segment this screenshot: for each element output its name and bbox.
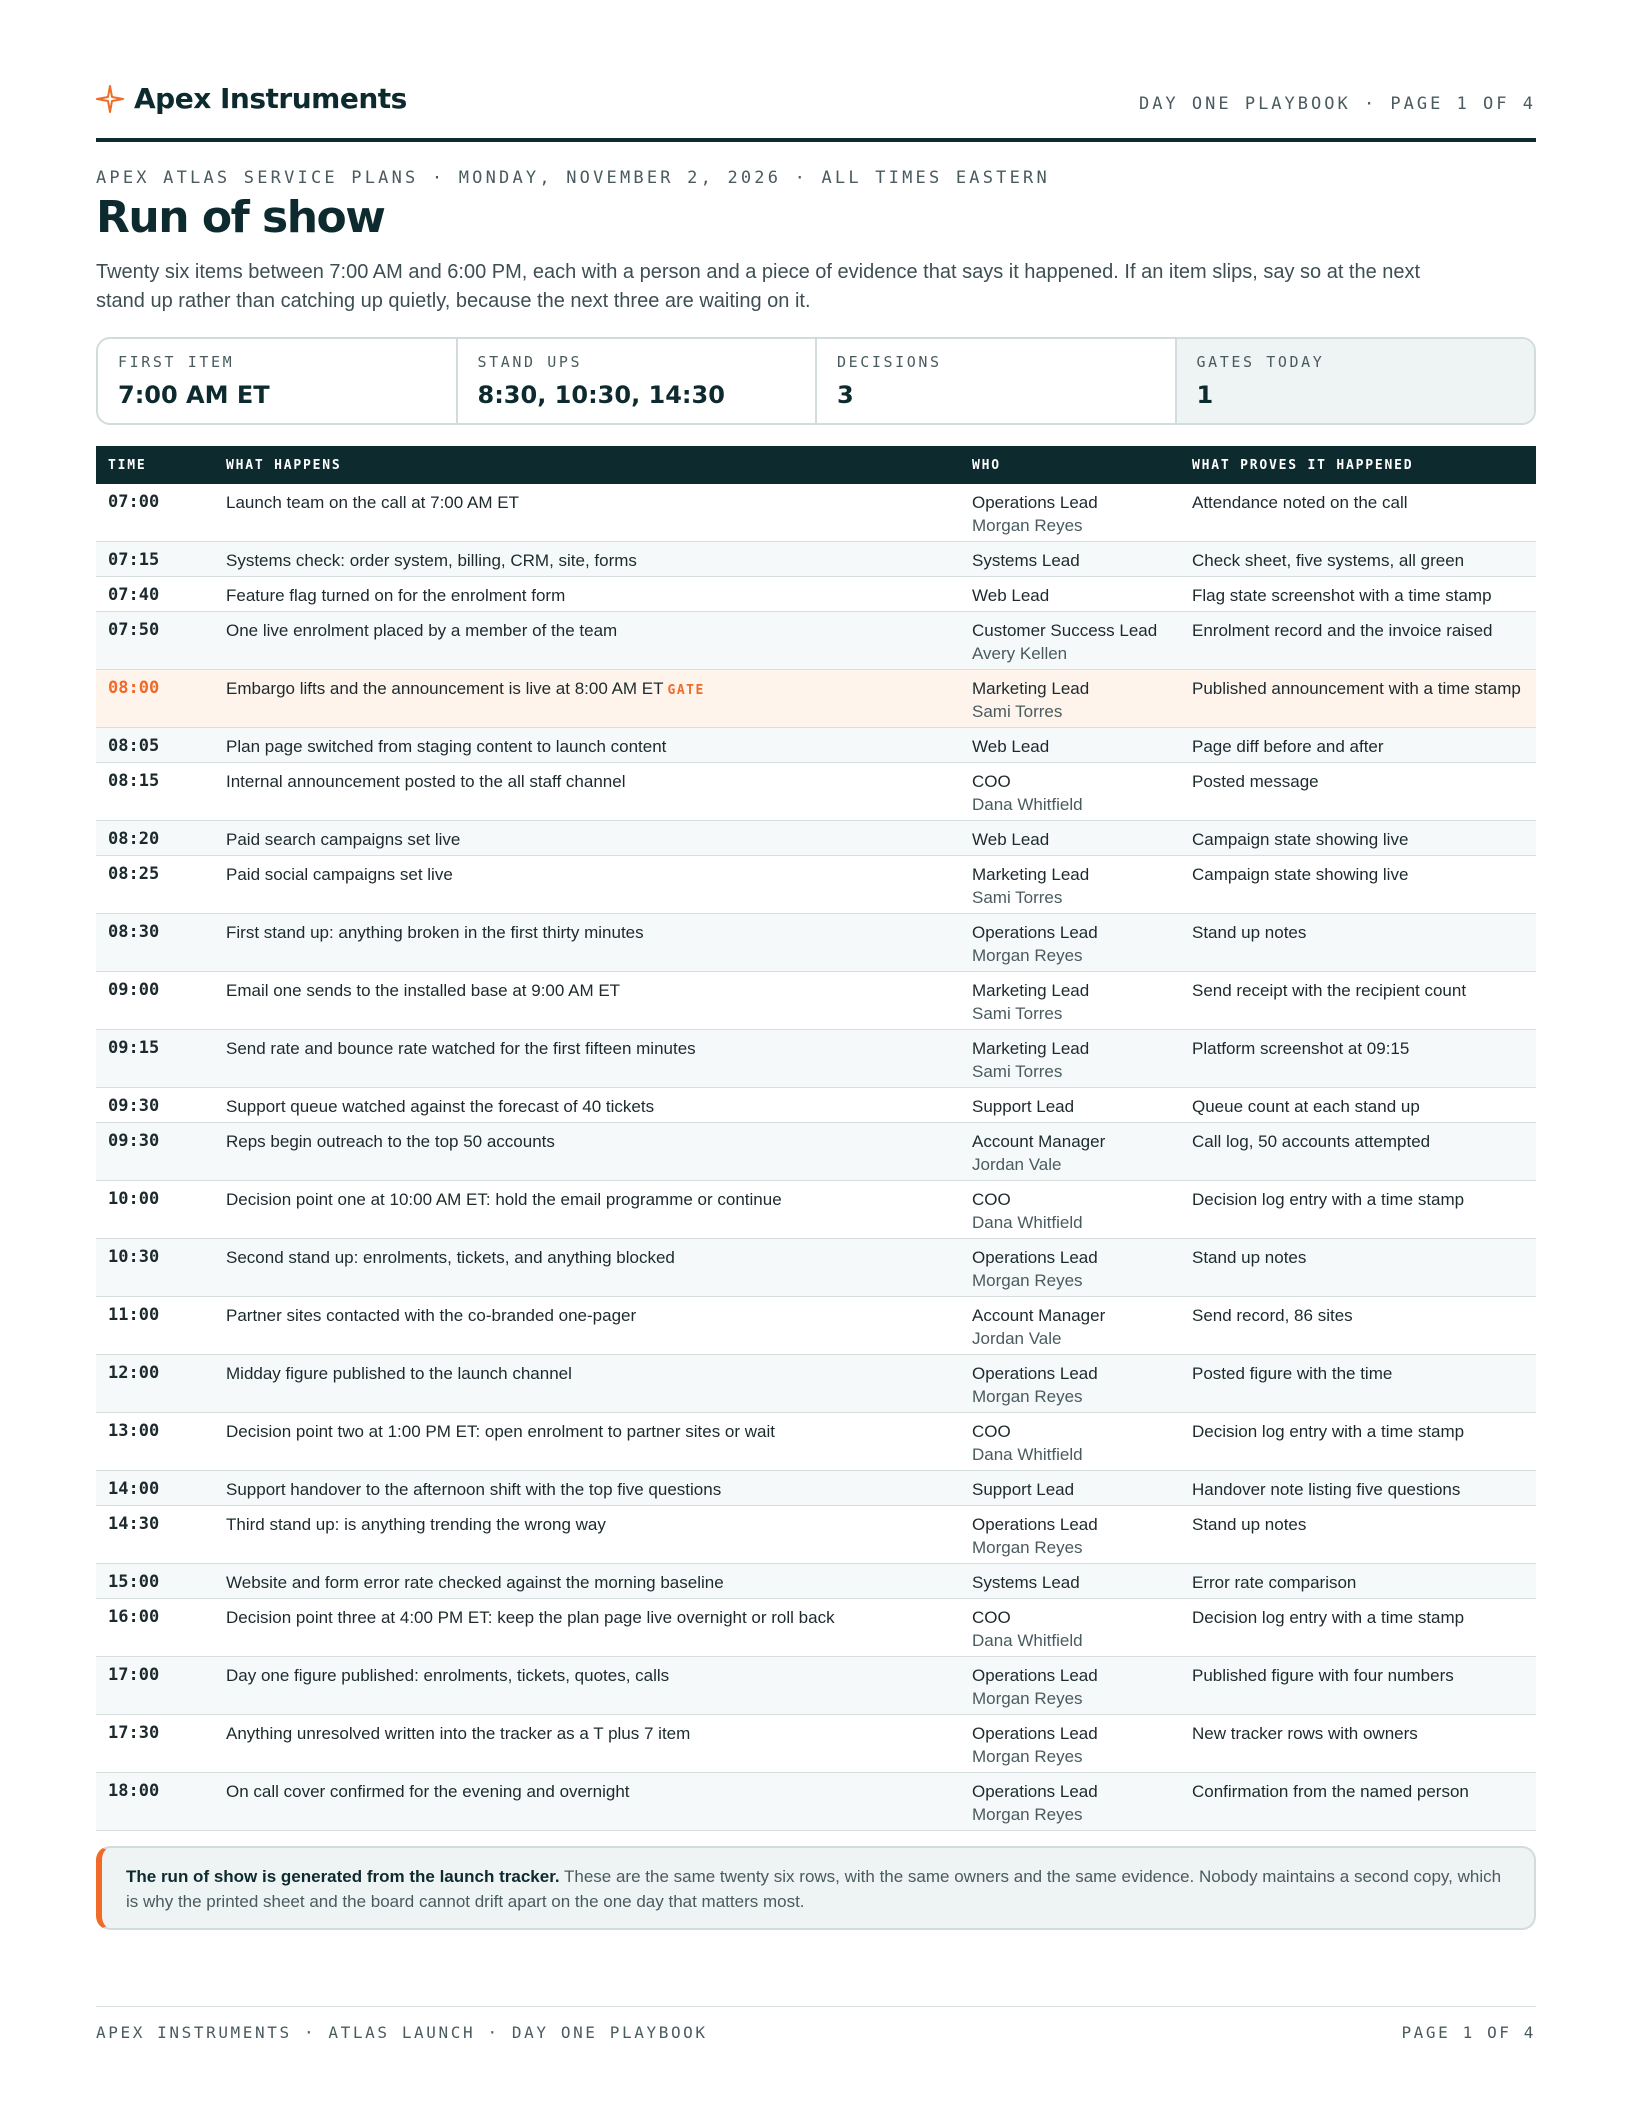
table-row [96, 1471, 1536, 1506]
row-time: 16:00 [96, 1599, 214, 1657]
row-who-role: Marketing Lead [972, 865, 1090, 884]
stat-value: 8:30, 10:30, 14:30 [477, 381, 725, 409]
row-proof: Campaign state showing live [1180, 856, 1536, 914]
row-proof: Decision log entry with a time stamp [1180, 1599, 1536, 1657]
row-proof: Attendance noted on the call [1180, 484, 1536, 542]
row-time: 17:00 [96, 1657, 214, 1715]
row-what [214, 1297, 960, 1355]
table-row [96, 856, 1536, 914]
row-what [214, 612, 960, 670]
row-who-role: Web Lead [972, 737, 1050, 756]
row-who-role: Web Lead [972, 586, 1050, 605]
row-who-role: Operations Lead [972, 923, 1098, 942]
row-what-text: Support queue watched against the forecast of 40 tickets [226, 1097, 655, 1116]
row-what [214, 1657, 960, 1715]
column-header-time: TIME [96, 446, 214, 484]
row-who-role: Operations Lead [972, 1724, 1098, 1743]
row-what-text: Email one sends to the installed base at 9:00 AM ET [226, 981, 621, 1000]
row-time: 08:05 [96, 728, 214, 763]
row-who [960, 542, 1180, 577]
row-what-text: Support handover to the afternoon shift with the top five questions [226, 1480, 722, 1499]
row-what-text: Launch team on the call at 7:00 AM ET [226, 493, 519, 512]
table-row [96, 1413, 1536, 1471]
row-what-text: Embargo lifts and the announcement is live at 8:00 AM ET [226, 679, 664, 698]
row-who-name: Jordan Vale [972, 1329, 1062, 1348]
row-proof: Page diff before and after [1180, 728, 1536, 763]
row-who-name: Dana Whitfield [972, 795, 1083, 814]
row-time: 10:30 [96, 1239, 214, 1297]
row-proof: Decision log entry with a time stamp [1180, 1181, 1536, 1239]
row-who-role: Systems Lead [972, 1573, 1080, 1592]
row-who-role: Support Lead [972, 1480, 1075, 1499]
row-what-text: Plan page switched from staging content to launch content [226, 737, 667, 756]
row-what-text: Internal announcement posted to the all staff channel [226, 772, 626, 791]
row-what-text: Second stand up: enrolments, tickets, and anything blocked [226, 1248, 675, 1267]
row-who-name: Dana Whitfield [972, 1213, 1083, 1232]
row-what-text: Day one figure published: enrolments, tickets, quotes, calls [226, 1666, 670, 1685]
row-what [214, 914, 960, 972]
row-what [214, 1181, 960, 1239]
table-header-row [96, 446, 1536, 484]
row-what-text: Decision point one at 10:00 AM ET: hold the email programme or continue [226, 1190, 782, 1209]
table-row [96, 763, 1536, 821]
row-proof: Handover note listing five questions [1180, 1471, 1536, 1506]
row-what-text: Third stand up: is anything trending the wrong way [226, 1515, 606, 1534]
row-what [214, 972, 960, 1030]
row-time: 12:00 [96, 1355, 214, 1413]
row-what-text: Paid search campaigns set live [226, 830, 461, 849]
row-who [960, 1181, 1180, 1239]
row-who-name: Morgan Reyes [972, 946, 1083, 965]
row-who-name: Jordan Vale [972, 1155, 1062, 1174]
row-who [960, 1471, 1180, 1506]
row-proof: Check sheet, five systems, all green [1180, 542, 1536, 577]
row-who [960, 1657, 1180, 1715]
row-who-role: COO [972, 1608, 1011, 1627]
column-header-proof: WHAT PROVES IT HAPPENED [1180, 446, 1536, 484]
table-body [96, 484, 1536, 1831]
row-proof: Stand up notes [1180, 1506, 1536, 1564]
row-who [960, 821, 1180, 856]
row-what [214, 1715, 960, 1773]
row-who-role: Operations Lead [972, 1666, 1098, 1685]
stat-decisions [817, 339, 1177, 423]
row-what [214, 728, 960, 763]
table-row [96, 1564, 1536, 1599]
table-row [96, 1506, 1536, 1564]
row-time: 09:30 [96, 1123, 214, 1181]
table-row [96, 1715, 1536, 1773]
table-row [96, 1123, 1536, 1181]
brand [96, 82, 407, 115]
row-what [214, 1123, 960, 1181]
stat-value: 3 [837, 381, 854, 409]
callout-lead: The run of show is generated from the launch tracker. [126, 1867, 560, 1886]
row-who [960, 1030, 1180, 1088]
row-who [960, 1297, 1180, 1355]
row-who [960, 1599, 1180, 1657]
row-who-role: Marketing Lead [972, 679, 1090, 698]
gate-badge: GATE [667, 683, 705, 698]
row-what [214, 856, 960, 914]
table-row [96, 1239, 1536, 1297]
row-who [960, 972, 1180, 1030]
table-row [96, 1181, 1536, 1239]
row-who-role: Operations Lead [972, 1248, 1098, 1267]
page-header [96, 82, 1536, 142]
summary-stats [96, 337, 1536, 425]
row-proof: Stand up notes [1180, 1239, 1536, 1297]
row-who [960, 728, 1180, 763]
table-row [96, 1599, 1536, 1657]
row-what-text: Paid social campaigns set live [226, 865, 453, 884]
row-who-name: Sami Torres [972, 1062, 1063, 1081]
row-who-name: Dana Whitfield [972, 1445, 1083, 1464]
row-proof: Campaign state showing live [1180, 821, 1536, 856]
table-row [96, 1297, 1536, 1355]
row-what-text: One live enrolment placed by a member of the team [226, 621, 618, 640]
row-proof: Posted message [1180, 763, 1536, 821]
row-what-text: Website and form error rate checked against the morning baseline [226, 1573, 724, 1592]
callout-text: These are the same twenty six rows, with the same owners and the same evidence. Nobody maintains a second copy, which is why the printed sheet and the board cannot drift apart on the one day that matters most. [126, 1867, 1502, 1911]
row-what [214, 542, 960, 577]
row-proof: Flag state screenshot with a time stamp [1180, 577, 1536, 612]
row-who-role: Operations Lead [972, 1782, 1098, 1801]
brand-name: Apex Instruments [134, 82, 407, 115]
row-what-text: Send rate and bounce rate watched for the first fifteen minutes [226, 1039, 696, 1058]
row-what-text: Partner sites contacted with the co-branded one-pager [226, 1306, 637, 1325]
table-row [96, 1773, 1536, 1831]
intro-paragraph: Twenty six items between 7:00 AM and 6:00 PM, each with a person and a piece of evidence that says it happened. If an item slips, say so at the next stand up rather than catching up quietly, because the next three are waiting on it. [96, 261, 1421, 312]
row-what-text: Feature flag turned on for the enrolment form [226, 586, 566, 605]
row-who-role: Marketing Lead [972, 1039, 1090, 1058]
row-who [960, 577, 1180, 612]
row-what-text: Anything unresolved written into the tracker as a T plus 7 item [226, 1724, 691, 1743]
row-proof: Published figure with four numbers [1180, 1657, 1536, 1715]
row-proof: Platform screenshot at 09:15 [1180, 1030, 1536, 1088]
table-row [96, 670, 1536, 728]
stat-label: DECISIONS [837, 353, 942, 371]
row-what [214, 1355, 960, 1413]
table-row [96, 1088, 1536, 1123]
row-what-text: First stand up: anything broken in the first thirty minutes [226, 923, 644, 942]
row-who [960, 914, 1180, 972]
row-what [214, 1471, 960, 1506]
row-who-name: Sami Torres [972, 888, 1063, 907]
row-who-role: Marketing Lead [972, 981, 1090, 1000]
row-time: 09:15 [96, 1030, 214, 1088]
row-what [214, 1413, 960, 1471]
row-who [960, 1564, 1180, 1599]
row-who [960, 1123, 1180, 1181]
row-who-role: Systems Lead [972, 551, 1080, 570]
row-proof: New tracker rows with owners [1180, 1715, 1536, 1773]
row-who-role: Support Lead [972, 1097, 1075, 1116]
row-who [960, 612, 1180, 670]
row-proof: Error rate comparison [1180, 1564, 1536, 1599]
table-row [96, 484, 1536, 542]
row-what [214, 1239, 960, 1297]
row-proof: Enrolment record and the invoice raised [1180, 612, 1536, 670]
row-what [214, 1506, 960, 1564]
row-who [960, 1355, 1180, 1413]
table-row [96, 612, 1536, 670]
row-what [214, 577, 960, 612]
table-row [96, 1030, 1536, 1088]
row-what [214, 1599, 960, 1657]
row-time: 08:25 [96, 856, 214, 914]
row-time: 08:15 [96, 763, 214, 821]
row-who [960, 1715, 1180, 1773]
row-time: 13:00 [96, 1413, 214, 1471]
row-who [960, 1773, 1180, 1831]
footer-left: APEX INSTRUMENTS · ATLAS LAUNCH · DAY ONE PLAYBOOK [96, 2023, 708, 2042]
row-who [960, 763, 1180, 821]
row-who-name: Morgan Reyes [972, 1805, 1083, 1824]
row-what [214, 1088, 960, 1123]
row-who-name: Morgan Reyes [972, 516, 1083, 535]
row-who [960, 484, 1180, 542]
row-who-role: Web Lead [972, 830, 1050, 849]
row-proof: Published announcement with a time stamp [1180, 670, 1536, 728]
row-proof: Posted figure with the time [1180, 1355, 1536, 1413]
column-header-what: WHAT HAPPENS [214, 446, 960, 484]
stat-label: FIRST ITEM [118, 353, 235, 371]
table-row [96, 914, 1536, 972]
row-what [214, 1773, 960, 1831]
row-what [214, 670, 960, 728]
four-point-star-icon [96, 85, 124, 113]
row-time: 11:00 [96, 1297, 214, 1355]
page-title: Run of show [96, 192, 385, 243]
row-time: 18:00 [96, 1773, 214, 1831]
row-time: 15:00 [96, 1564, 214, 1599]
row-who-role: Operations Lead [972, 1515, 1098, 1534]
stat-stand-ups [458, 339, 818, 423]
row-who [960, 1413, 1180, 1471]
row-what [214, 484, 960, 542]
row-what [214, 1564, 960, 1599]
row-who-name: Sami Torres [972, 1004, 1063, 1023]
stat-label: GATES TODAY [1196, 353, 1325, 371]
row-who [960, 856, 1180, 914]
row-who [960, 1239, 1180, 1297]
stat-value: 1 [1196, 381, 1214, 409]
row-proof: Confirmation from the named person [1180, 1773, 1536, 1831]
row-who-role: COO [972, 1190, 1011, 1209]
row-who-name: Morgan Reyes [972, 1271, 1083, 1290]
page-footer [96, 2006, 1536, 2042]
row-what-text: Decision point two at 1:00 PM ET: open enrolment to partner sites or wait [226, 1422, 775, 1441]
row-time: 07:00 [96, 484, 214, 542]
row-who-role: Customer Success Lead [972, 621, 1158, 640]
column-header-who: WHO [960, 446, 1180, 484]
table-row [96, 728, 1536, 763]
row-what-text: Reps begin outreach to the top 50 accounts [226, 1132, 555, 1151]
row-proof: Decision log entry with a time stamp [1180, 1413, 1536, 1471]
page-reference: DAY ONE PLAYBOOK · PAGE 1 OF 4 [1138, 94, 1536, 114]
stat-gates-today [1177, 339, 1535, 423]
row-who-role: Account Manager [972, 1132, 1106, 1151]
row-time: 14:00 [96, 1471, 214, 1506]
row-who-role: COO [972, 772, 1011, 791]
table-row [96, 1657, 1536, 1715]
row-what [214, 1030, 960, 1088]
table-row [96, 577, 1536, 612]
document-eyebrow: APEX ATLAS SERVICE PLANS · MONDAY, NOVEMBER 2, 2026 · ALL TIMES EASTERN [96, 168, 1050, 188]
row-who-name: Morgan Reyes [972, 1538, 1083, 1557]
row-who [960, 670, 1180, 728]
row-what [214, 821, 960, 856]
row-time: 09:30 [96, 1088, 214, 1123]
row-what-text: Midday figure published to the launch channel [226, 1364, 572, 1383]
row-time: 08:20 [96, 821, 214, 856]
tracker-callout [96, 1846, 1536, 1930]
row-time: 17:30 [96, 1715, 214, 1773]
row-what-text: On call cover confirmed for the evening and overnight [226, 1782, 630, 1801]
row-what-text: Decision point three at 4:00 PM ET: keep the plan page live overnight or roll back [226, 1608, 835, 1627]
row-time: 10:00 [96, 1181, 214, 1239]
table-row [96, 972, 1536, 1030]
run-of-show-table [96, 446, 1536, 1831]
row-proof: Call log, 50 accounts attempted [1180, 1123, 1536, 1181]
row-time: 09:00 [96, 972, 214, 1030]
stat-value: 7:00 AM ET [118, 381, 270, 409]
row-time: 08:00 [96, 670, 214, 728]
row-who-name: Dana Whitfield [972, 1631, 1083, 1650]
row-who-role: Account Manager [972, 1306, 1106, 1325]
row-proof: Stand up notes [1180, 914, 1536, 972]
row-who [960, 1506, 1180, 1564]
table-row [96, 542, 1536, 577]
row-who [960, 1088, 1180, 1123]
table-row [96, 821, 1536, 856]
row-what [214, 763, 960, 821]
row-who-role: COO [972, 1422, 1011, 1441]
row-proof: Send record, 86 sites [1180, 1297, 1536, 1355]
row-time: 07:50 [96, 612, 214, 670]
row-time: 07:15 [96, 542, 214, 577]
stat-first-item [98, 339, 458, 423]
row-proof: Send receipt with the recipient count [1180, 972, 1536, 1030]
row-who-role: Operations Lead [972, 493, 1098, 512]
row-who-name: Morgan Reyes [972, 1387, 1083, 1406]
footer-page-number: PAGE 1 OF 4 [1401, 2023, 1536, 2042]
row-who-name: Morgan Reyes [972, 1747, 1083, 1766]
row-who-name: Sami Torres [972, 702, 1063, 721]
row-what-text: Systems check: order system, billing, CRM, site, forms [226, 551, 637, 570]
stat-label: STAND UPS [477, 353, 583, 371]
row-time: 08:30 [96, 914, 214, 972]
row-who-name: Morgan Reyes [972, 1689, 1083, 1708]
row-time: 14:30 [96, 1506, 214, 1564]
row-who-name: Avery Kellen [972, 644, 1068, 663]
row-time: 07:40 [96, 577, 214, 612]
table-row [96, 1355, 1536, 1413]
row-proof: Queue count at each stand up [1180, 1088, 1536, 1123]
row-who-role: Operations Lead [972, 1364, 1098, 1383]
